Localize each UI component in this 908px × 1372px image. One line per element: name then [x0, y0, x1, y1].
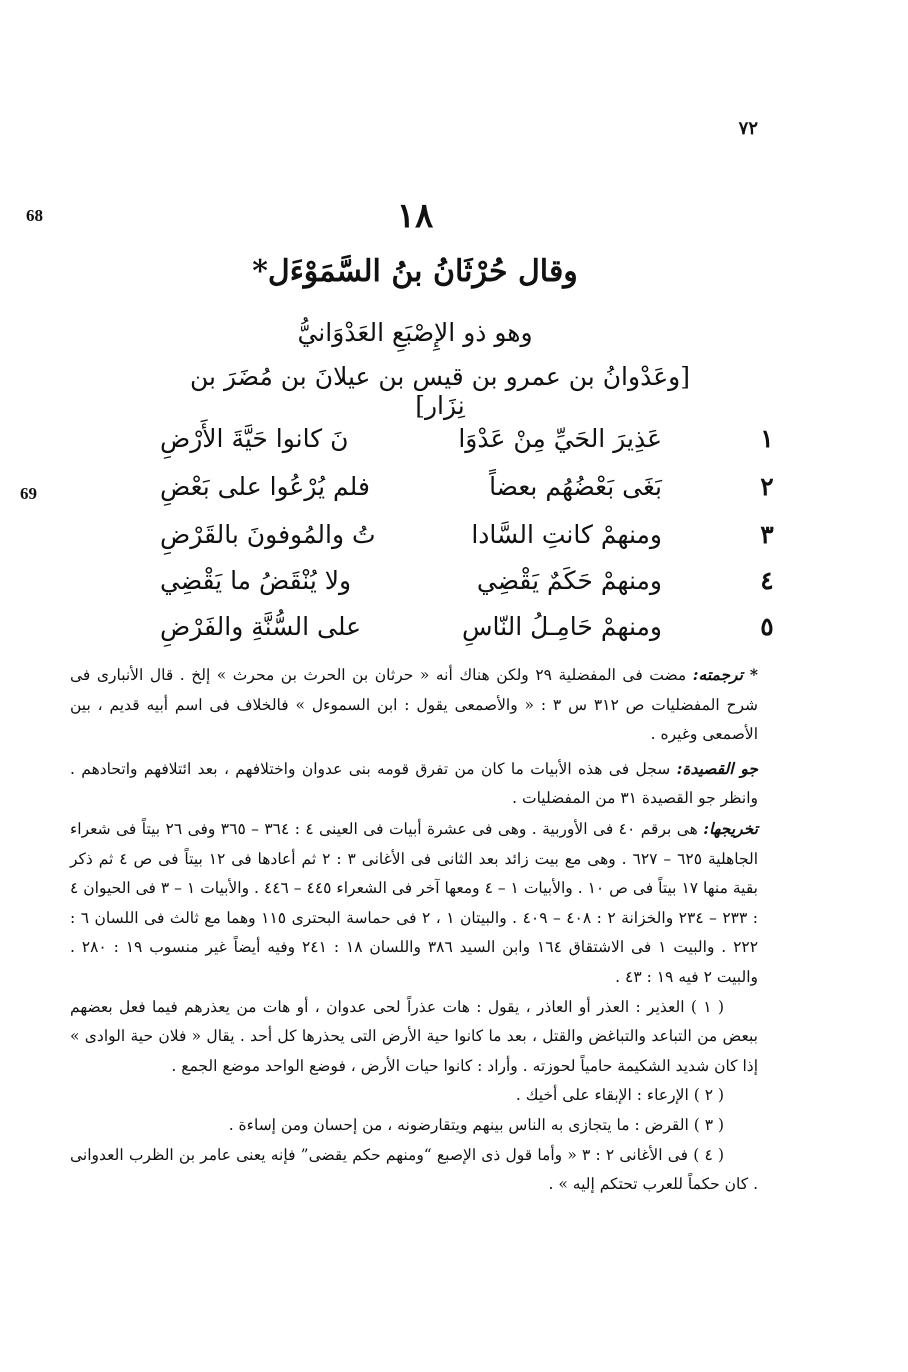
margin-page-ref-middle: 69 [20, 484, 37, 503]
verse-first-hemistich: ومنهمْ كانتِ السَّادا [471, 520, 662, 549]
poem-subtitle: وهو ذو الإِصْبَعِ العَدْوَانيُّ [297, 318, 533, 347]
verse-second-hemistich: نَ كانوا حَيَّةَ الأَرْضِ [160, 424, 349, 453]
note-biography [70, 660, 758, 750]
verse-number: ٥ [760, 612, 774, 641]
note-text: هى برقم ٤٠ فى الأوربية . وهى فى عشرة أبيات فى العينى ٤ : ٣٦٤ – ٣٦٥ وفى ٢٦ بيتاً فى شعراء الجاهلية ٦٢٥ – ٦٢٧ . وهى مع بيت زائد بعد الثانى فى الأغانى ٣ : ٢ ثم أعادها فى ١٢ بيتاً فى ص ٤ ثم ذكر بقية منها ١٧ بيتاً فى ص ١٠ . والأبيات ١ – ٤ ومعها آخر فى الشعراء ٤٤٥ – ٤٤٦ . والأبيات ١ – ٣ فى الحيوان ٤ : ٢٣٣ – ٢٣٤ والخزانة ٢ : ٤٠٨ – ٤٠٩ . والبيتان ١ ، ٢ فى حماسة البحترى ١١٥ وهما مع ثالث فى اللسان ٦ : ٢٢٢ . والبيت ١ فى الاشتقاق ١٦٤ وابن السيد ٣٨٦ واللسان ١٨ : ٢٤١ وفيه أيضاً غير منسوب ١٩ : ٢٨٠ . والبيت ٢ فيه ١٩ : ٤٣ . [70, 819, 759, 986]
note-text: سجل فى هذه الأبيات ما كان من تفرق قومه بنى عدوان واختلافهم ، بعد ائتلافهم واتحادهم . وانظر جو القصيدة ٣١ من المفضليات . [70, 759, 758, 808]
note-label: تخريجها: [703, 818, 758, 838]
verse-second-hemistich: على السُّنَّةِ والفَرْضِ [160, 612, 362, 641]
gloss-3: ( ٣ ) القرض : ما يتجازى به الناس بينهم ويتقارضونه ، من إحسان ومن إساءة . [228, 1115, 724, 1134]
poet-lineage: [وعَدْوانُ بن عمرو بن قيس بن عيلانَ بن مُضَرَ بن نِزَار] [190, 362, 690, 420]
verse-first-hemistich: ومنهمْ حَكَمٌ يَقْضِي [476, 566, 662, 595]
verse-first-hemistich: ومنهمْ حَامِـلُ النّاسِ [461, 612, 662, 641]
page-number: ٧٢ [738, 118, 758, 139]
poem-number: ١٨ [396, 196, 434, 236]
note-poem-context [70, 754, 758, 814]
verse-second-hemistich: فلم يُرْعُوا على بَعْضِ [160, 472, 370, 501]
note-sources [70, 814, 758, 993]
verse-number: ١ [760, 424, 774, 453]
margin-page-ref-top: 68 [26, 206, 43, 225]
note-label: * ترجمته: [692, 665, 759, 684]
verse-number: ٢ [760, 472, 774, 501]
poem-title: وقال حُرْثَانُ بنُ السَّمَوْءَل* [252, 254, 578, 289]
verse-line [160, 612, 780, 654]
verse-first-hemistich: عَذِيرَ الحَيِّ مِنْ عَدْوَا [458, 424, 662, 453]
verse-number: ٣ [760, 520, 774, 549]
note-label: جو القصيدة: [676, 758, 758, 778]
gloss-2: ( ٢ ) الإرعاء : الإبقاء على أخيك . [515, 1086, 724, 1105]
verse-line [160, 424, 780, 466]
verse-second-hemistich: تُ والمُوفونَ بالقَرْضِ [160, 520, 376, 549]
verse-line [160, 566, 780, 608]
verse-first-hemistich: بَغَى بَعْضُهُم بعضاً [489, 472, 662, 501]
verse-line [160, 472, 780, 514]
gloss-4: ( ٤ ) فى الأغانى ٢ : ٣ « وأما قول ذى الإصبع “ومنهم حكم يقضى” فإنه يعنى عامر بن الظرب العدوانى . كان حكماً للعرب تحتكم إليه » . [70, 1145, 758, 1194]
footnotes [70, 660, 758, 1200]
gloss-1: ( ١ ) العذير : العذر أو العاذر ، يقول : هات عذراً لحى عدوان ، أو هات من يعذرهم فيما فعل بعضهم ببعض من التباعد والتباغض والقتل ، بعد ما كانوا حية الأرض التى يحذرها كل أحد . يقال « فلان حية الوادى » إذا كان شديد الشكيمة حامياً لحوزته . وأراد : كانوا حيات الأرض ، فوضع الواحد موضع الجمع . [70, 997, 758, 1075]
verse-number: ٤ [760, 566, 774, 595]
note-text: مضت فى المفضلية ٢٩ ولكن هناك أنه « حرثان بن الحرث بن محرث » إلخ . قال الأنبارى فى شرح المفضليات ص ٣١٢ س ٣ : « والأصمعى يقول : ابن السموءل » فالخلاف فى اسم أبيه قديم ، بين الأصمعى وغيره . [70, 666, 758, 744]
verse-line [160, 520, 780, 562]
verse-second-hemistich: ولا يُنْقَضُ ما يَقْضِي [160, 566, 352, 595]
